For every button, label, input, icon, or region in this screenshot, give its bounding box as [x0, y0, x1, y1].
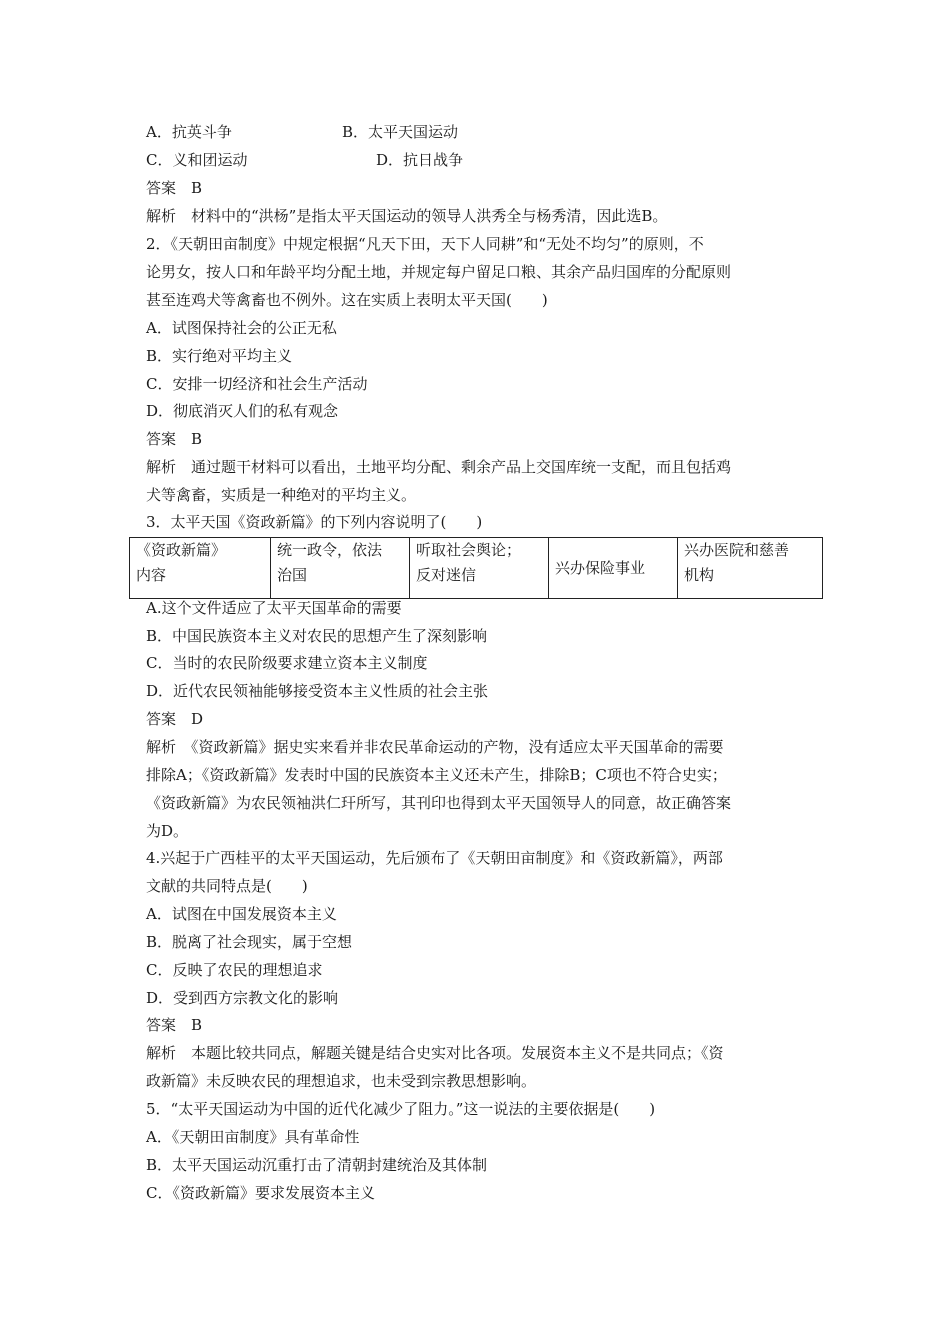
- q5-option-a: A．《天朝田亩制度》具有革命性: [146, 1128, 360, 1146]
- q4-stem-line: 4.兴起于广西桂平的太平天国运动，先后颁布了《天朝田亩制度》和《资政新篇》，两部: [146, 849, 723, 867]
- q5-stem: 5．“太平天国运动为中国的近代化减少了阻力。”这一说法的主要依据是( ): [146, 1100, 656, 1118]
- table-cell-text: 治国: [277, 566, 308, 584]
- q1-option-c: C．义和团运动: [146, 151, 248, 169]
- q3-stem: 3．太平天国《资政新篇》的下列内容说明了( ): [146, 513, 483, 531]
- q3-option-d: D．近代农民领袖能够接受资本主义性质的社会主张: [146, 682, 489, 700]
- q2-option-b: B．实行绝对平均主义: [146, 347, 293, 365]
- q3-option-a: A.这个文件适应了太平天国革命的需要: [146, 599, 402, 617]
- q4-option-a: A．试图在中国发展资本主义: [146, 905, 337, 923]
- q3-option-b: B．中国民族资本主义对农民的思想产生了深刻影响: [146, 627, 488, 645]
- q2-stem-line: 甚至连鸡犬等禽畜也不例外。这在实质上表明太平天国( ): [146, 291, 548, 309]
- q2-option-a: A．试图保持社会的公正无私: [146, 319, 337, 337]
- table-cell: [271, 538, 410, 599]
- q4-stem-line: 文献的共同特点是( ): [146, 877, 308, 895]
- table-cell: [410, 538, 549, 599]
- q1-option-d: D．抗日战争: [376, 151, 464, 169]
- q1-analysis: 解析 材料中的“洪杨”是指太平天国运动的领导人洪秀全与杨秀清，因此选B。: [146, 207, 668, 225]
- table-cell-header: [130, 538, 271, 599]
- table-cell-text: 兴办保险事业: [555, 558, 646, 577]
- table-cell: [549, 538, 678, 599]
- q2-analysis-line: 解析 通过题干材料可以看出，土地平均分配、剩余产品上交国库统一支配，而且包括鸡: [146, 458, 732, 476]
- table-cell-text: 机构: [684, 566, 715, 584]
- q2-option-c: C．安排一切经济和社会生产活动: [146, 375, 368, 393]
- q5-option-b: B．太平天国运动沉重打击了清朝封建统治及其体制: [146, 1156, 488, 1174]
- q3-content-table: [129, 537, 823, 599]
- q3-answer: 答案 D: [146, 710, 204, 728]
- q3-analysis-line: 排除A；《资政新篇》发表时中国的民族资本主义还未产生，排除B；C项也不符合史实；: [146, 766, 727, 784]
- table-cell-text: 统一政令，依法: [277, 541, 383, 559]
- q2-analysis-line: 犬等禽畜，实质是一种绝对的平均主义。: [146, 486, 417, 504]
- q3-analysis-line: 《资政新篇》为农民领袖洪仁玕所写，其刊印也得到太平天国领导人的同意，故正确答案: [146, 794, 732, 812]
- q2-stem-line: 论男女，按人口和年龄平均分配土地，并规定每户留足口粮、其余产品归国库的分配原则: [146, 263, 732, 281]
- q4-answer: 答案 B: [146, 1016, 203, 1034]
- q1-answer: 答案 B: [146, 179, 203, 197]
- q3-analysis-line: 为D。: [146, 822, 189, 840]
- q4-analysis-line: 政新篇》未反映农民的理想追求，也未受到宗教思想影响。: [146, 1072, 537, 1090]
- q4-option-d: D．受到西方宗教文化的影响: [146, 989, 339, 1007]
- table-cell-text: 兴办医院和慈善: [684, 541, 790, 559]
- table-cell-text: 《资政新篇》: [136, 541, 227, 559]
- table-row: [130, 538, 823, 599]
- q2-option-d: D．彻底消灭人们的私有观念: [146, 402, 339, 420]
- q4-option-b: B．脱离了社会现实，属于空想: [146, 933, 353, 951]
- q3-analysis-line: 解析 《资政新篇》据史实来看并非农民革命运动的产物，没有适应太平天国革命的需要: [146, 738, 724, 756]
- q4-analysis-line: 解析 本题比较共同点，解题关键是结合史实对比各项。发展资本主义不是共同点；《资: [146, 1044, 724, 1062]
- q2-stem-line: 2．《天朝田亩制度》中规定根据“凡天下田，天下人同耕”和“无处不均匀”的原则，不: [146, 235, 704, 253]
- q5-option-c: C．《资政新篇》要求发展资本主义: [146, 1184, 375, 1202]
- q1-option-a: A．抗英斗争: [146, 123, 232, 141]
- q2-answer: 答案 B: [146, 430, 203, 448]
- table-cell-text: 听取社会舆论；: [416, 541, 522, 559]
- table-cell-text: 内容: [136, 566, 167, 584]
- q4-option-c: C．反映了农民的理想追求: [146, 961, 323, 979]
- table-cell: [678, 538, 823, 599]
- q3-option-c: C．当时的农民阶级要求建立资本主义制度: [146, 654, 428, 672]
- q1-option-b: B．太平天国运动: [342, 123, 459, 141]
- table-cell-text: 反对迷信: [416, 566, 477, 584]
